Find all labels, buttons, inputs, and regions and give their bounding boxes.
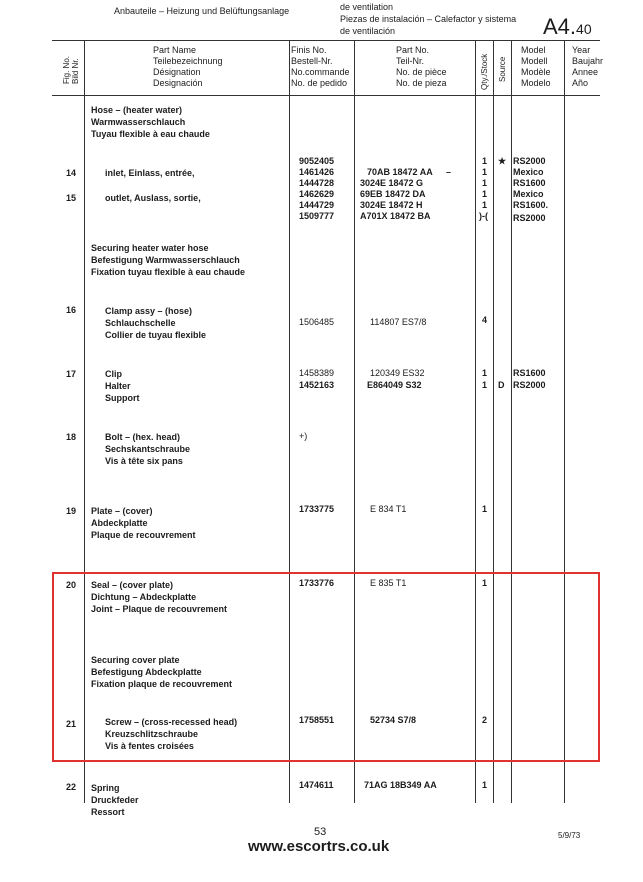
group-securing-hose-2: Befestigung Warmwasserschlauch [91, 255, 240, 265]
row-16-name-2: Schlauchschelle [105, 318, 176, 328]
row-14-finis-3: 1444728 [299, 178, 335, 188]
row-19-name-2: Abdeckplatte [91, 518, 148, 528]
col-header-part-no-1: Part No. [396, 45, 430, 55]
row-22-qty: 1 [482, 780, 488, 790]
fig-20: 20 [66, 580, 77, 590]
row-14-model-2: Mexico [513, 167, 544, 177]
col-header-qty: Qty./Stock [480, 53, 489, 90]
header-title-es-3: de ventilación [340, 26, 396, 36]
row-15-qty-2: 1 [482, 200, 488, 210]
row-20-name-3: Joint – Plaque de recouvrement [91, 604, 228, 614]
row-17-part-2: E864049 S32 [367, 380, 422, 390]
row-16-name-1: Clamp assy – (hose) [105, 306, 193, 316]
row-15-qty-1: 1 [482, 189, 488, 199]
col-header-part-no-3: No. de pièce [396, 67, 447, 77]
col-header-bild-nr: Bild Nr. [71, 58, 80, 84]
row-16-qty: 4 [482, 315, 488, 325]
row-14-qty-2: 1 [482, 167, 488, 177]
row-16-name-3: Collier de tuyau flexible [105, 330, 207, 340]
row-14-part-1: 70AB 18472 AA [367, 167, 433, 177]
row-17-model-1: RS1600 [513, 368, 546, 378]
col-header-source: Source [498, 56, 507, 82]
row-20-name-1: Seal – (cover plate) [91, 580, 174, 590]
row-15-part-2: 3024E 18472 H [360, 200, 423, 210]
row-18-name-2: Sechskantschraube [105, 444, 191, 454]
row-14-part-dash: – [446, 167, 452, 177]
row-21-name-2: Kreuzschlitzschraube [105, 729, 199, 739]
header-top-rule [52, 40, 600, 41]
row-20-qty: 1 [482, 578, 488, 588]
row-14-finis-2: 1461426 [299, 167, 335, 177]
header-bottom-rule [52, 95, 600, 96]
row-17-finis-1: 1458389 [299, 368, 335, 378]
row-18-name-1: Bolt – (hex. head) [105, 432, 181, 442]
col-header-year-4: Año [572, 78, 589, 88]
row-14-qty-1: 1 [482, 156, 488, 166]
row-17-name-2: Halter [105, 381, 131, 391]
col-header-part-name-1: Part Name [153, 45, 197, 55]
fig-16: 16 [66, 305, 77, 315]
col-header-finis-1: Finis No. [291, 45, 327, 55]
row-20-finis: 1733776 [299, 578, 335, 588]
row-15-finis-3: 1509777 [299, 211, 335, 221]
header-title-es-1: de ventilation [340, 2, 394, 12]
row-17-name-3: Support [105, 393, 140, 403]
row-15-model-3: RS2000 [513, 213, 546, 223]
row-19-finis: 1733775 [299, 504, 335, 514]
row-17-model-2: RS2000 [513, 380, 546, 390]
group-hose-line-2: Warmwasserschlauch [91, 117, 186, 127]
row-17-qty-1: 1 [482, 368, 488, 378]
row-14-qty-3: 1 [482, 178, 488, 188]
fig-21: 21 [66, 719, 77, 729]
row-21-qty: 2 [482, 715, 488, 725]
row-14-finis-1: 9052405 [299, 156, 335, 166]
footer-date: 5/9/73 [558, 831, 581, 840]
row-15-model-2: RS1600. [513, 200, 549, 210]
col-header-part-name-2: Teilebezeichnung [153, 56, 223, 66]
row-17-qty-2: 1 [482, 380, 488, 390]
row-19-name-1: Plate – (cover) [91, 506, 153, 516]
page-number: 53 [314, 826, 327, 838]
col-header-part-no-4: No. de pieza [396, 78, 447, 88]
row-19-name-3: Plaque de recouvrement [91, 530, 196, 540]
row-21-name-1: Screw – (cross-recessed head) [105, 717, 238, 727]
col-header-part-name-4: Designación [153, 78, 203, 88]
row-22-name-3: Ressort [91, 807, 125, 817]
row-22-finis: 1474611 [299, 780, 334, 790]
col-header-year-2: Baujahr [572, 56, 604, 66]
fig-18: 18 [66, 432, 77, 442]
row-22-part: 71AG 18B349 AA [364, 780, 437, 790]
row-20-name-2: Dichtung – Abdeckplatte [91, 592, 197, 602]
col-header-model-2: Modell [521, 56, 548, 66]
header-title-de: Anbauteile – Heizung und Belüftungsanlage [114, 6, 290, 16]
row-18-finis: +) [299, 431, 308, 441]
col-header-model-4: Modelo [521, 78, 551, 88]
group-securing-cover-3: Fixation plaque de recouvrement [91, 679, 233, 689]
website-link[interactable]: www.escortrs.co.uk [248, 838, 390, 855]
col-header-fig-no: Fig. No. [62, 55, 71, 84]
col-header-year-1: Year [572, 45, 591, 55]
fig-17: 17 [66, 369, 77, 379]
fig-14: 14 [66, 168, 77, 178]
group-hose-line-1: Hose – (heater water) [91, 105, 183, 115]
row-14-name: inlet, Einlass, entrée, [105, 168, 195, 178]
row-14-source-star: ★ [498, 156, 507, 166]
row-19-qty: 1 [482, 504, 488, 514]
row-15-finis-2: 1444729 [299, 200, 335, 210]
col-header-year-3: Annee [572, 67, 599, 77]
row-22-name-1: Spring [91, 783, 120, 793]
col-header-model-3: Modèle [521, 67, 551, 77]
col-header-model-1: Model [521, 45, 546, 55]
row-17-name-1: Clip [105, 369, 122, 379]
row-21-name-3: Vis à fentes croisées [105, 741, 194, 751]
row-17-part-1: 120349 ES32 [370, 368, 425, 378]
col-header-finis-4: No. de pedido [291, 78, 348, 88]
col-header-part-name-3: Désignation [153, 67, 201, 77]
row-15-part-3: A701X 18472 BA [360, 211, 431, 221]
row-15-name: outlet, Auslass, sortie, [105, 193, 201, 203]
col-header-finis-2: Bestell-Nr. [291, 56, 333, 66]
fig-19: 19 [66, 506, 77, 516]
row-20-part: E 835 T1 [370, 578, 407, 588]
row-15-qty-3: )-( [479, 211, 488, 221]
row-22-name-2: Druckfeder [91, 795, 139, 805]
row-19-part: E 834 T1 [370, 504, 407, 514]
header-title-es-2: Piezas de instalación – Calefactor y sistema [340, 14, 517, 24]
group-securing-hose-1: Securing heater water hose [91, 243, 209, 253]
row-21-finis: 1758551 [299, 715, 335, 725]
group-hose-line-3: Tuyau flexible à eau chaude [91, 129, 210, 139]
col-header-finis-3: No.commande [291, 67, 350, 77]
col-header-part-no-2: Teil-Nr. [396, 56, 425, 66]
row-15-part-1: 69EB 18472 DA [360, 189, 426, 199]
row-14-model-1: RS2000 [513, 156, 546, 166]
row-15-model-1: Mexico [513, 189, 544, 199]
row-16-part: 114807 ES7/8 [370, 317, 427, 327]
row-15-finis-1: 1462629 [299, 189, 335, 199]
group-securing-hose-3: Fixation tuyau flexible à eau chaude [91, 267, 246, 277]
row-21-part: 52734 S7/8 [370, 715, 417, 725]
fig-22: 22 [66, 782, 77, 792]
group-securing-cover-2: Befestigung Abdeckplatte [91, 667, 202, 677]
fig-15: 15 [66, 193, 77, 203]
row-17-source: D [498, 380, 505, 390]
row-14-model-3: RS1600 [513, 178, 546, 188]
group-securing-cover-1: Securing cover plate [91, 655, 180, 665]
row-17-finis-2: 1452163 [299, 380, 335, 390]
row-14-part-2: 3024E 18472 G [360, 178, 424, 188]
page-code: A4.40 [543, 14, 592, 39]
row-16-finis: 1506485 [299, 317, 335, 327]
row-18-name-3: Vis à tête six pans [105, 456, 183, 466]
